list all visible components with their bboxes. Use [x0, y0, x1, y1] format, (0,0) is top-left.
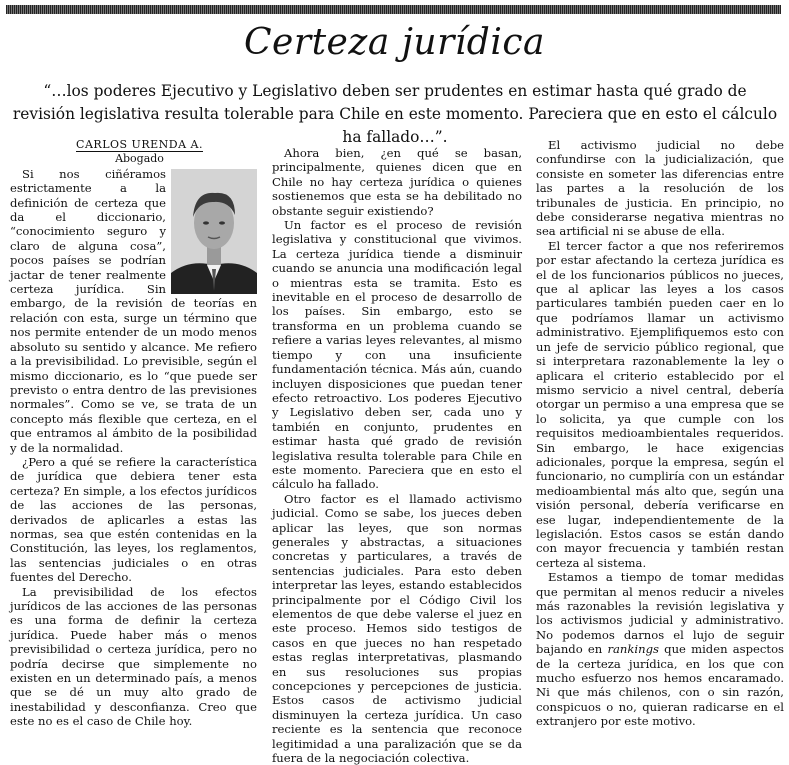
paragraph-5: Un factor es el proceso de revisión legislativa y constitucional que vivimos. La certeza jurídica tiende a disminuir cuando se anuncia una modificación legal o mientras esta se tramita. Esto es inevitable en el proceso de desarrollo de los países. Sin embargo, esto se transforma en un problema cuando se refiere a varias leyes relevantes, al mismo tiempo y con una insuficiente fundamentación técnica. Más aún, cuando incluyen disposiciones que puedan tener efecto retroactivo. Los poderes Ejecutivo y Legislativo deben ser, cada uno y también en conjunto, prudentes en estimar hasta qué grado de revisión legislativa resulta tolerable para Chile en este momento. Pareciera que en esto el cálculo ha fallado. — [272, 218, 522, 492]
column-1 — [10, 138, 257, 734]
paragraph-2: ¿Pero a qué se refiere la característica de jurídica que debiera tener esta certeza? En simple, a los efectos jurídicos de las acciones de las personas, derivados de aplicarles a estas las normas, sea que estén contenidas en la Constitución, las leyes, los reglamentos, las sentencias judiciales o en otras fuentes del Derecho. — [10, 454, 257, 585]
paragraph-1 — [10, 167, 257, 455]
paragraph-9-text-b: que miden aspectos de la certeza jurídica, en los que con mucho esfuerzo nos hemos encaramado. Ni que más chilenos, con o sin razón, conspicuos o no, quieran radicarse en el extranjero por este motivo. — [536, 642, 784, 729]
portrait-image — [171, 169, 257, 294]
paragraph-9-text-a: Estamos a tiempo de tomar medidas que permitan al menos reducir a niveles más razonables la revisión legislativa y los activismos judicial y administrativo. No podemos darnos el lujo de seguir bajando en — [536, 570, 784, 657]
paragraph-3: La previsibilidad de los efectos jurídicos de las acciones de las personas es una forma de definir la certeza jurídica. Puede haber más o menos previsibilidad o certeza jurídica, pero no podría decirse que simplemente no existen en un determinado país, a menos que se dé un muy alto grado de inestabilidad y desconfianza. Creo que este no es el caso de Chile hoy. — [10, 584, 257, 729]
author-photo — [171, 169, 257, 294]
top-rule — [6, 5, 781, 14]
paragraph-7: El activismo judicial no debe confundirse con la judicialización, que consiste en someter las diferencias entre las partes a la resolución de los tribunales de justicia. En principio, no debe considerarse negativa mientras no sea artificial ni se abuse de ella. — [536, 138, 784, 239]
author-byline — [10, 138, 257, 152]
paragraph-1-text: Si nos ciñéramos estrictamente a la definición de certeza que da el diccionario, “conocimiento seguro y claro de alguna cosa”, pocos países se podrían jactar de tener realmente certeza jurídica. Sin embargo, de la revisión de teorías en relación con esta, surge un término que nos permite entender de un modo menos absoluto su sentido y alcance. Me refiero a la previsibilidad. Lo previsible, según el mismo diccionario, es lo “que puede ser previsto o entra dentro de las previsiones normales”. Como se ve, se trata de un concepto más flexible que certeza, en el que entramos al ámbito de la posibilidad y de la normalidad. — [10, 166, 257, 455]
author-name: CARLOS URENDA A. — [76, 138, 203, 151]
author-role: Abogado — [115, 152, 164, 166]
article-title: Certeza jurídica — [244, 22, 545, 63]
paragraph-6: Otro factor es el llamado activismo judicial. Como se sabe, los jueces deben aplicar las leyes, que son normas generales y abstractas, a situaciones concretas y particulares, a través de sentencias judiciales. Para esto deben interpretar las leyes, estando establecidos principalmente por el Código Civil los elementos de que debe valerse el juez en este proceso. Hemos sido testigos de casos en que jueces no han respetado estas reglas interpretativas, plasmando en sus resoluciones sus propias concepciones y percepciones de justicia. Estos casos de activismo judicial disminuyen la certeza jurídica. Un caso reciente es la sentencia que reconoce legitimidad a una paralización que se da fuera de la negociación colectiva. — [272, 491, 522, 765]
column-3 — [536, 138, 784, 734]
paragraph-9 — [536, 570, 784, 728]
column-2 — [272, 146, 522, 765]
pull-quote: “…los poderes Ejecutivo y Legislativo deben ser prudentes en estimar hasta qué grado de revisión legislativa resulta tolerable para Chile en este momento. Pareciera que en esto el cálculo ha fallado…”. — [12, 82, 778, 146]
paragraph-8: El tercer factor a que nos referiremos por estar afectando la certeza jurídica es el de los funcionarios públicos no jueces, que al aplicar las leyes a los casos particulares también pueden caer en lo que podríamos llamar un activismo administrativo. Ejemplifiquemos esto con un jefe de servicio público regional, que si interpretara razonablemente la ley o aplicara el criterio establecido por el mismo servicio a nivel central, debería otorgar un permiso a una empresa que se lo solicita, ya que cumple con los requisitos medioambientales requeridos. Sin embargo, le hace exigencias adicionales, porque la empresa, según el funcionario, no cumpliría con un estándar medioambiental más alto que, según una visión personal, debería verificarse en ese lugar, independientemente de la legislación. Estos casos se están dando con mayor frecuencia y también restan certeza al sistema. — [536, 238, 784, 570]
paragraph-9-italic: rankings — [607, 642, 659, 657]
paragraph-4: Ahora bien, ¿en qué se basan, principalmente, quienes dicen que en Chile no hay certeza jurídica o quienes sostienemos que esta se ha debilitado no obstante seguir existiendo? — [272, 146, 522, 218]
